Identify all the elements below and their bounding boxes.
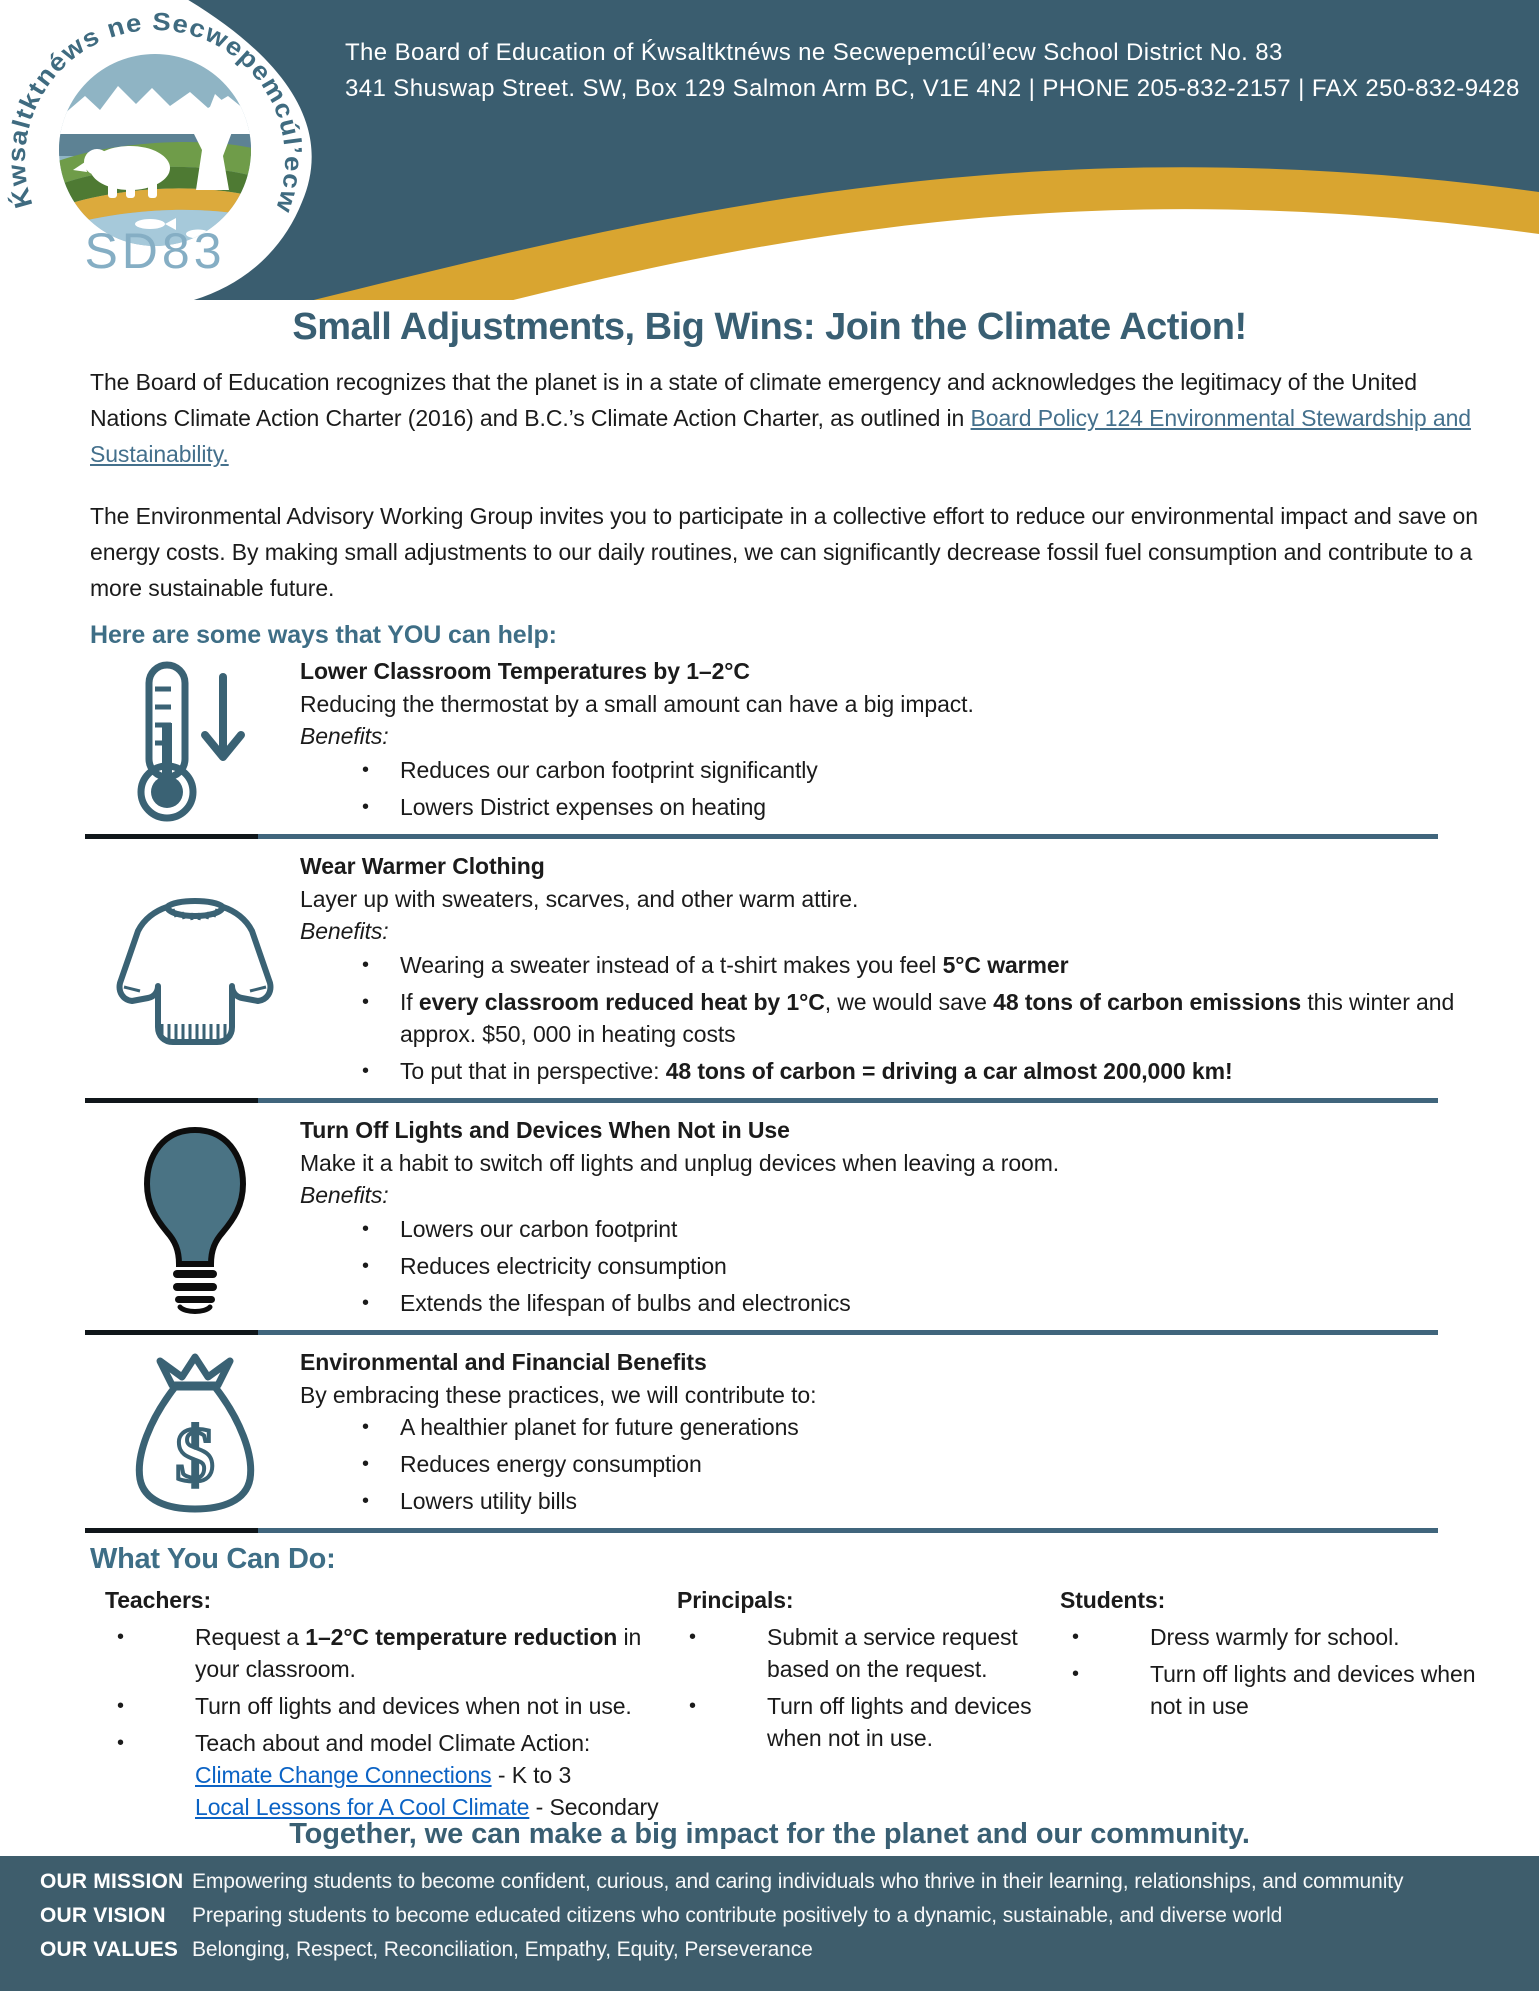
intro-paragraph-2: The Environmental Advisory Working Group invites you to participate in a collective effort to reduce our environmental impact and save on energy costs. By making small adjustments to our daily routines, we can significantly decrease fossil fuel consumption and contribute to a more sustainable future. [90,503,1478,601]
bold-text: every classroom reduced heat by 1°C [418,989,825,1015]
intro-paragraph-1 [90,364,1483,472]
bullet-item [300,949,1483,981]
text-segment: Reduces our carbon footprint significantly [400,757,818,783]
column-students [1060,1585,1483,1828]
bullet-marker: • [117,1732,124,1754]
text-segment: Lowers our carbon footprint [400,1216,678,1242]
help-section [90,1113,1483,1324]
text-segment: Request a [195,1624,306,1650]
bullet-marker: • [689,1695,696,1717]
bullet-marker: • [117,1695,124,1717]
footer-row [0,1903,1539,1928]
benefits-label: Benefits: [300,723,389,749]
section-bullet-list [300,1213,1483,1319]
bold-text: 48 tons of carbon = driving a car almost 200,000 km! [665,1058,1233,1084]
footer-label: OUR VISION [40,1904,166,1927]
footer-label: OUR MISSION [40,1870,184,1893]
text-segment: Turn off lights and devices when not in use [1150,1661,1476,1719]
closing-statement: Together, we can make a big impact for the planet and our community. [289,1818,1250,1850]
column-title: Teachers: [105,1587,212,1613]
bullet-item [300,791,1483,823]
column-bullet-list [677,1621,1060,1754]
section-description: Reducing the thermostat by a small amount can have a big impact. [300,691,974,717]
bullet-item [300,1485,1483,1517]
bullet-marker: • [362,1292,369,1314]
text-segment: Lowers utility bills [400,1488,577,1514]
text-segment: in your classroom. [195,1624,642,1682]
section-divider [85,1528,1438,1533]
intro-text: The Board of Education recognizes that the planet is in a state of climate emergency and acknowledges the legitimacy of the United Nations Climate Action Charter (2016) and B.C.’s Climate Action Charter, as outlined in [90,369,1417,431]
bullet-marker: • [362,1490,369,1512]
bullet-item [300,1411,1483,1443]
text-segment: - K to 3 [491,1762,572,1788]
bold-text: 48 tons of carbon emissions [993,989,1302,1015]
bold-text: 5°C warmer [942,952,1069,978]
bullet-marker: • [362,1453,369,1475]
benefits-label: Benefits: [300,1182,389,1208]
bullet-marker: • [1072,1626,1079,1648]
svg-text:$: $ [175,1411,215,1498]
text-segment: Turn off lights and devices when not in use. [767,1693,1032,1751]
section-description: By embracing these practices, we will contribute to: [300,1382,817,1408]
section-title: Wear Warmer Clothing [300,853,545,879]
logo-arc-text: Ḱwsaltktnéws ne Secwepemcúl’ecw [2,7,308,215]
bullet-item [300,1213,1483,1245]
text-segment: - Secondary [529,1794,659,1820]
lightbulb-icon [90,1113,300,1324]
text-segment: If [400,989,419,1015]
sweater-icon [90,849,300,1092]
column-title: Principals: [677,1587,794,1613]
help-section [90,654,1483,828]
section-divider [85,834,1438,839]
thermometer-down-icon [90,654,300,828]
section-bullet-list [300,754,1483,823]
text-segment: Lowers District expenses on heating [400,794,766,820]
column-teachers [90,1585,677,1828]
bold-text: 1–2°C temperature reduction [305,1624,618,1650]
bullet-item [300,986,1483,1050]
section-description: Make it a habit to switch off lights and unplug devices when leaving a room. [300,1150,1060,1176]
text-segment: A healthier planet for future generations [400,1414,799,1440]
text-segment: Reduces energy consumption [400,1451,702,1477]
header-address-line: 341 Shuswap Street. SW, Box 129 Salmon Arm BC, V1E 4N2 | PHONE 205-832-2157 | FAX 250-832-9428 [345,75,1520,102]
bullet-marker: • [689,1626,696,1648]
column-bullet-list [105,1621,677,1823]
bullet-marker: • [362,1255,369,1277]
section-description: Layer up with sweaters, scarves, and other warm attire. [300,886,859,912]
section-title: Environmental and Financial Benefits [300,1349,707,1375]
text-segment: Extends the lifespan of bulbs and electronics [400,1290,851,1316]
section-divider [85,1330,1438,1335]
board-policy-link[interactable]: Board Policy 124 Environmental Stewardship and Sustainability. [90,405,1471,467]
page-title: Small Adjustments, Big Wins: Join the Climate Action! [292,306,1247,348]
footer-row [0,1869,1539,1894]
section-bullet-list [300,949,1483,1087]
audience-columns [90,1585,1483,1828]
bullet-item [1060,1658,1483,1722]
text-segment: , we would save [824,989,994,1015]
text-segment: Submit a service request based on the request. [767,1624,1018,1682]
local-lessons-cool-climate-link[interactable]: Local Lessons for A Cool Climate [195,1794,530,1820]
text-segment: Wearing a sweater instead of a t-shirt makes you feel [400,952,943,978]
text-segment: this winter and approx. $50, 000 in heating costs [400,989,1455,1047]
bullet-item [105,1727,677,1823]
bullet-marker: • [1072,1663,1079,1685]
bullet-marker: • [362,759,369,781]
logo-district-code: SD83 [84,223,226,279]
text-segment: Dress warmly for school. [1150,1624,1400,1650]
column-title: Students: [1060,1587,1166,1613]
bullet-item [300,1055,1483,1087]
header-org-line: The Board of Education of Ḱwsaltktnéws ne Secwepemcúl’ecw School District No. 83 [345,39,1283,66]
text-segment: Reduces electricity consumption [400,1253,727,1279]
text-segment: Teach about and model Climate Action: [195,1730,591,1756]
text-segment: Turn off lights and devices when not in use. [195,1693,632,1719]
document-body [0,300,1539,1828]
bullet-item [105,1690,677,1722]
text-segment: To put that in perspective: [400,1058,666,1084]
column-bullet-list [1060,1621,1483,1722]
footer-text: Preparing students to become educated citizens who contribute positively to a dynamic, sustainable, and diverse world [192,1904,1283,1927]
ways-heading: Here are some ways that YOU can help: [90,621,557,649]
column-principals [677,1585,1060,1828]
climate-change-connections-link[interactable]: Climate Change Connections [195,1762,492,1788]
section-bullet-list [300,1411,1483,1517]
footer-row [0,1937,1539,1962]
benefits-label: Benefits: [300,918,389,944]
section-title: Turn Off Lights and Devices When Not in Use [300,1117,790,1143]
bullet-item [105,1621,677,1685]
money-bag-icon [90,1345,300,1522]
bullet-marker: • [362,796,369,818]
bullet-item [300,1287,1483,1319]
footer-text: Empowering students to become confident, curious, and caring individuals who thrive in their learning, relationships, and community [192,1870,1404,1893]
bullet-item [300,1250,1483,1282]
bullet-marker: • [362,991,369,1013]
bullet-marker: • [362,1416,369,1438]
bullet-item [677,1690,1060,1754]
bullet-marker: • [362,1218,369,1240]
section-title: Lower Classroom Temperatures by 1–2°C [300,658,750,684]
page-footer [0,1856,1539,1991]
bullet-item [1060,1621,1483,1653]
bullet-marker: • [362,954,369,976]
section-divider [85,1098,1438,1103]
footer-label: OUR VALUES [40,1938,179,1961]
help-section [90,1345,1483,1522]
bullet-item [300,754,1483,786]
bullet-marker: • [362,1060,369,1082]
bullet-marker: • [117,1626,124,1648]
what-you-can-do-heading: What You Can Do: [90,1543,336,1575]
footer-text: Belonging, Respect, Reconciliation, Empathy, Equity, Perseverance [192,1938,813,1961]
header-banner [0,0,1539,300]
help-section [90,849,1483,1092]
bullet-item [300,1448,1483,1480]
bullet-item [677,1621,1060,1685]
help-sections [0,654,1539,1533]
